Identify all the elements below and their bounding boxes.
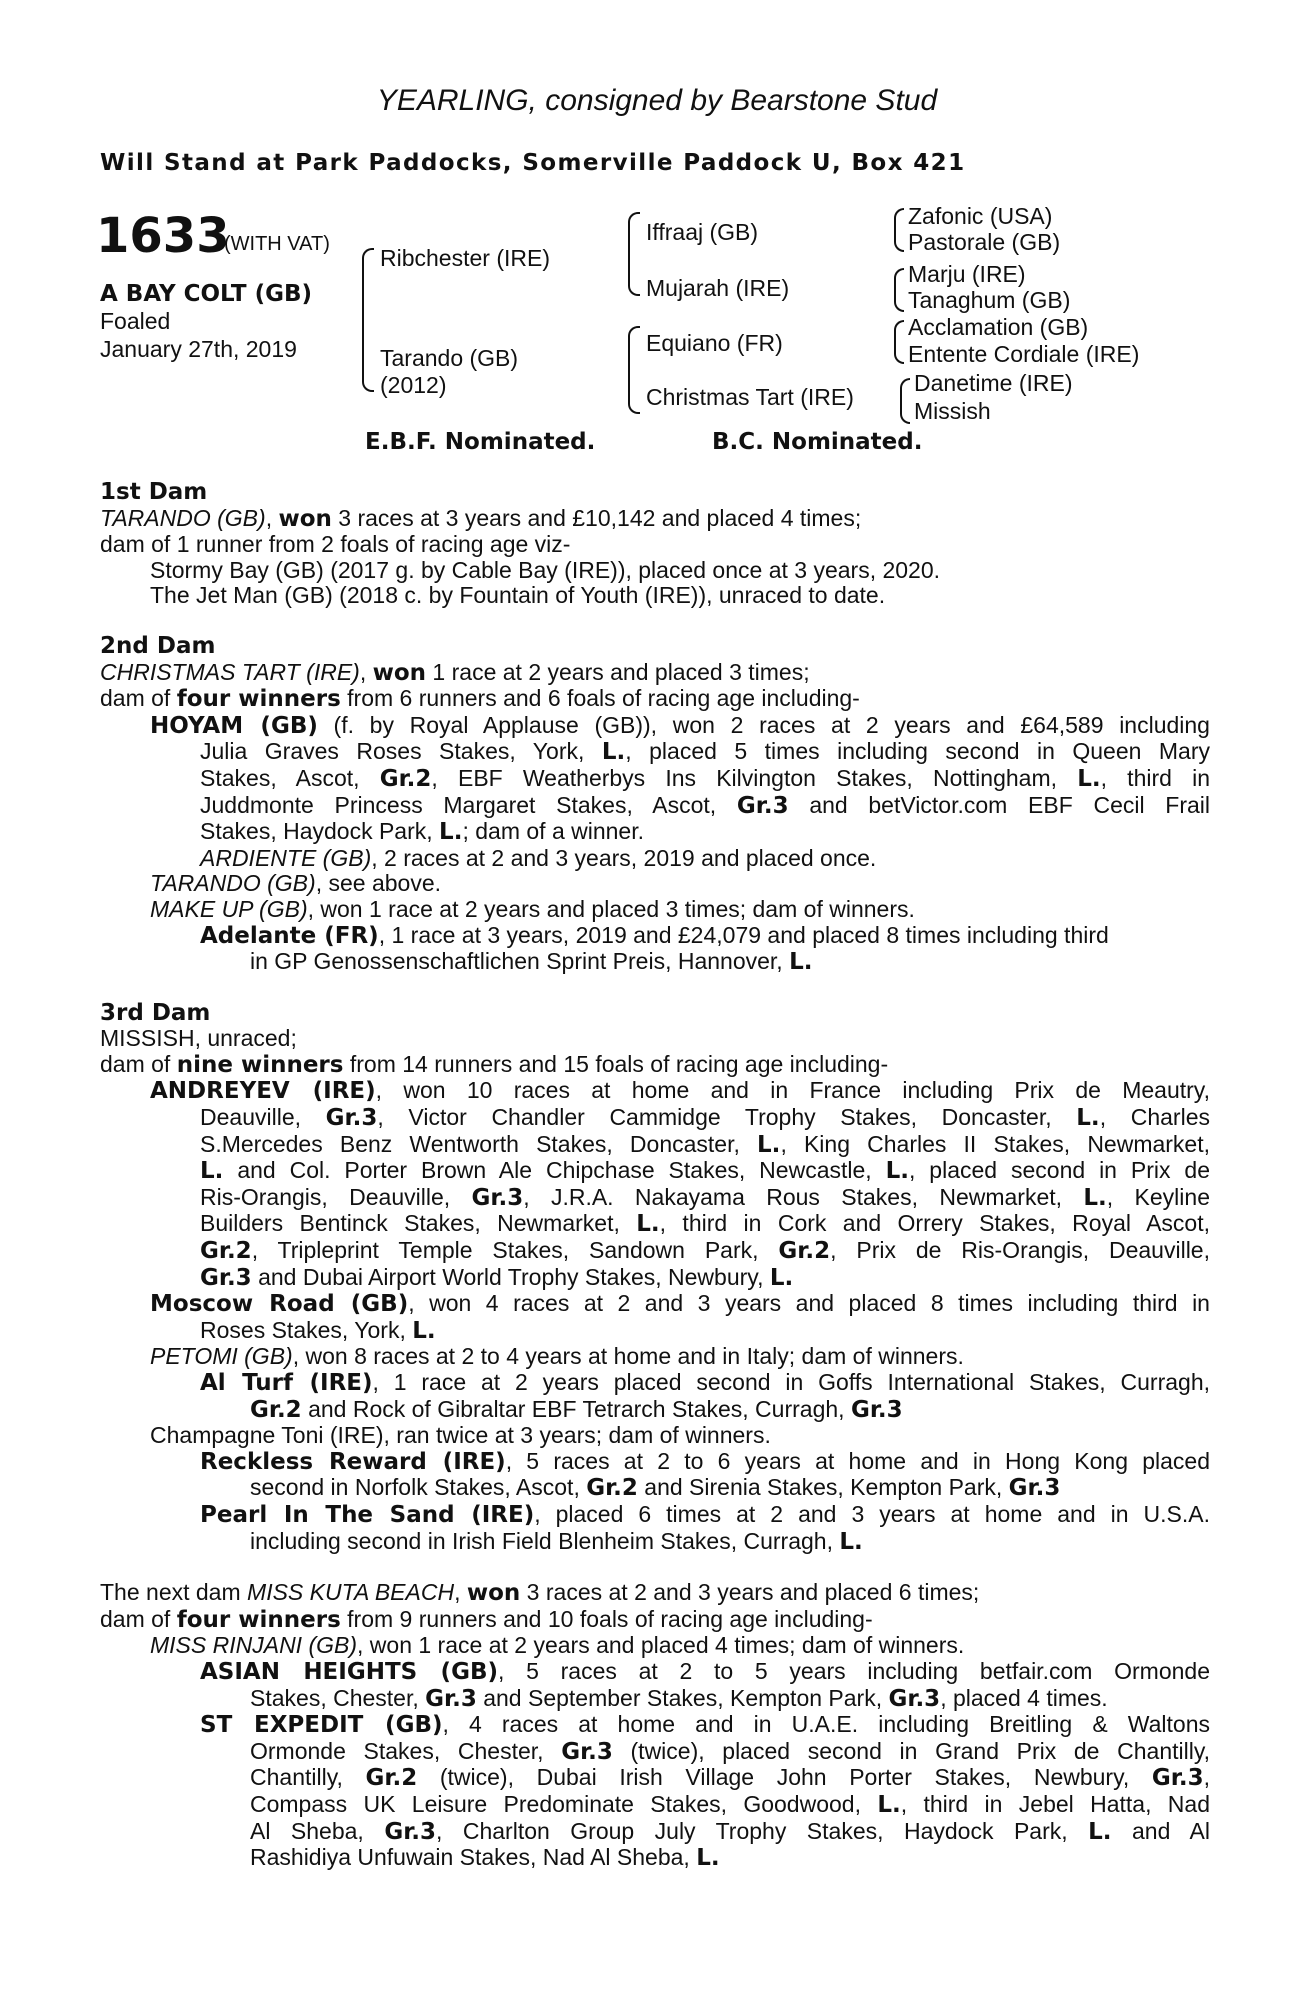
- horse-name: HOYAM (GB): [150, 712, 318, 739]
- consignor-line: YEARLING, consigned by Bearstone Stud: [376, 84, 938, 117]
- vat-label: (WITH VAT): [224, 233, 330, 255]
- record-text: (twice), Dubai Irish Village John Porter Stakes, Newbury,: [417, 1764, 1130, 1791]
- grade-listed: L.: [696, 1845, 720, 1872]
- produce-st-expedit-cont: [100, 1765, 1210, 1792]
- produce-hoyam-cont: [100, 739, 1210, 766]
- record-text: , Charlton Group July Trophy Stakes, Haydock Park,: [436, 1817, 1068, 1844]
- grade-listed: L.: [601, 739, 626, 766]
- grade-listed: L.: [885, 1158, 909, 1185]
- second-dam-section: [100, 634, 1210, 976]
- stand-location: Will Stand at Park Paddocks, Somerville Paddock U, Box 421: [100, 150, 966, 176]
- produce-reckless-reward: [100, 1449, 1210, 1476]
- first-dam-summary: dam of 1 runner from 2 foals of racing age viz-: [100, 531, 571, 558]
- next-dam-summary: [100, 1607, 1210, 1634]
- grade-listed: L.: [839, 1528, 863, 1555]
- pedigree-dam-year: (2012): [380, 372, 447, 398]
- record-text: , 5 races at 2 to 6 years at home and in Hong Kong placed: [505, 1447, 1210, 1474]
- record-text: second in Norfolk Stakes, Ascot,: [250, 1474, 580, 1501]
- grade-3: Gr.3: [561, 1738, 613, 1765]
- record-text: , Prix de Ris-Orangis, Deauville,: [830, 1237, 1210, 1264]
- record-text: and Sirenia Stakes, Kempton Park,: [637, 1474, 1003, 1501]
- offspring-line: Stormy Bay (GB) (2017 g. by Cable Bay (IRE)), placed once at 3 years, 2020.: [150, 556, 941, 583]
- third-dam-line: MISSISH, unraced;: [100, 1025, 297, 1052]
- grade-listed: L.: [1076, 1105, 1100, 1132]
- record-text: , third in Cork and Orrery Stakes, Royal Ascot,: [659, 1210, 1210, 1237]
- horse-name: TARANDO (GB): [150, 870, 316, 897]
- record-text: ; dam of a winner.: [462, 818, 644, 845]
- second-dam-summary: [100, 686, 1210, 713]
- next-dam-section: [100, 1580, 1210, 1872]
- horse-name: MAKE UP (GB): [150, 895, 308, 922]
- summary-suffix: from 14 runners and 15 foals of racing age including-: [343, 1050, 889, 1077]
- next-dam-name: MISS KUTA BEACH: [247, 1579, 455, 1606]
- produce-andreyev-cont: [100, 1265, 1210, 1292]
- grade-2: Gr.2: [778, 1238, 831, 1265]
- foaled-date: January 27th, 2019: [100, 336, 297, 362]
- produce-make-up: [100, 897, 1210, 923]
- grade-2: Gr.2: [379, 765, 432, 792]
- record-text: , placed 5 times including second in Queen Mary: [625, 738, 1210, 765]
- grade-3: Gr.3: [200, 1264, 252, 1291]
- record-text: and betVictor.com EBF Cecil Frail: [788, 791, 1211, 818]
- ggp-5: Acclamation (GB): [908, 314, 1089, 340]
- record-text: Al Sheba,: [250, 1817, 364, 1844]
- horse-name: Adelante (FR): [200, 922, 379, 949]
- horse-name: PETOMI (GB): [150, 1343, 293, 1370]
- produce-andreyev-cont: [100, 1132, 1210, 1159]
- produce-andreyev-cont: [100, 1185, 1210, 1212]
- produce-pearl-in-the-sand-cont: [100, 1529, 1210, 1556]
- ggp-4: Tanaghum (GB): [908, 287, 1071, 313]
- ggp-8: Missish: [914, 398, 991, 424]
- record-text: , 4 races at home and in U.A.E. including Breitling & Waltons: [442, 1711, 1210, 1738]
- record-text: Ormonde Stakes, Chester,: [250, 1737, 544, 1764]
- record-text: Juddmonte Princess Margaret Stakes, Ascot,: [200, 791, 717, 818]
- produce-st-expedit-cont: [100, 1739, 1210, 1766]
- record-text: , won 8 races at 2 to 4 years at home and in Italy; dam of winners.: [292, 1343, 964, 1370]
- third-dam-title: 3rd Dam: [100, 999, 211, 1026]
- produce-andreyev-cont: [100, 1158, 1210, 1185]
- bc-nomination: B.C. Nominated.: [712, 429, 923, 455]
- next-dam-record: The next dam MISS KUTA BEACH, won 3 races at 2 and 3 years and placed 6 times;: [100, 1579, 980, 1607]
- produce-andreyev-cont: [100, 1211, 1210, 1238]
- record-text: Rashidiya Unfuwain Stakes, Nad Al Sheba,: [250, 1844, 690, 1871]
- winners-count: four winners: [176, 686, 341, 713]
- summary-prefix: dam of: [100, 685, 177, 712]
- record-text: Stakes, Ascot,: [200, 764, 360, 791]
- produce-st-expedit-cont: [100, 1819, 1210, 1846]
- horse-name: ARDIENTE (GB): [200, 844, 372, 871]
- record-text: , EBF Weatherbys Ins Kilvington Stakes, Nottingham,: [431, 764, 1058, 791]
- produce-hoyam-cont: [100, 819, 1210, 846]
- produce-pearl-in-the-sand: [100, 1502, 1210, 1529]
- ggp-brace-2: [894, 268, 904, 312]
- grade-3: Gr.3: [1151, 1765, 1204, 1792]
- grade-listed: L.: [769, 1264, 794, 1291]
- grade-listed: L.: [439, 819, 463, 846]
- third-dam-summary: [100, 1052, 1210, 1079]
- produce-reckless-reward-cont: [100, 1475, 1210, 1502]
- record-text: Ris-Orangis, Deauville,: [200, 1183, 451, 1210]
- record-text: and Rock of Gibraltar EBF Tetrarch Stakes, Curragh,: [301, 1395, 845, 1422]
- lot-number: 1633: [96, 208, 230, 264]
- grade-listed: L.: [412, 1317, 436, 1344]
- record-text: Stakes, Chester,: [250, 1684, 419, 1711]
- record-text: , Charles: [1099, 1104, 1210, 1131]
- grade-3: Gr.3: [888, 1685, 941, 1712]
- record-text: S.Mercedes Benz Wentworth Stakes, Doncaster,: [200, 1130, 740, 1157]
- record-text: , King Charles II Stakes, Newmarket,: [780, 1130, 1211, 1157]
- first-dam-title: 1st Dam: [100, 479, 208, 505]
- second-dam-race-record: 1 race at 2 years and placed 3 times;: [426, 658, 810, 685]
- grade-2: Gr.2: [250, 1396, 302, 1423]
- winners-count: four winners: [176, 1606, 341, 1633]
- record-text: , 2 races at 2 and 3 years, 2019 and placed once.: [371, 844, 877, 871]
- pedigree-dam-sire: Equiano (FR): [646, 330, 783, 356]
- produce-st-expedit-cont: [100, 1845, 1210, 1872]
- record-text: , 1 race at 2 years placed second in Goffs International Stakes, Curragh,: [372, 1369, 1210, 1395]
- record-text: , see above.: [315, 870, 441, 897]
- record-text: , J.R.A. Nakayama Rous Stakes, Newmarket,: [523, 1183, 1063, 1210]
- record-text: in GP Genossenschaftlichen Sprint Preis, Hannover,: [250, 948, 783, 975]
- ggp-6: Entente Cordiale (IRE): [908, 341, 1140, 367]
- ggp-2: Pastorale (GB): [908, 229, 1061, 255]
- produce-miss-rinjani: [100, 1633, 1210, 1659]
- horse-name: Reckless Reward (IRE): [200, 1448, 506, 1475]
- grade-2: Gr.2: [365, 1765, 418, 1792]
- produce-al-turf: [100, 1370, 1210, 1397]
- won-label: won: [278, 505, 332, 532]
- produce-adelante: [100, 923, 1210, 950]
- offspring-line: The Jet Man (GB) (2018 c. by Fountain of Youth (IRE)), unraced to date.: [150, 582, 886, 609]
- produce-hoyam-cont: [100, 793, 1210, 820]
- produce-asian-heights: [100, 1659, 1210, 1686]
- produce-ardiente: [100, 846, 1210, 872]
- record-text: (twice), placed second in Grand Prix de Chantilly,: [612, 1737, 1211, 1764]
- record-text: , placed 4 times.: [940, 1684, 1108, 1711]
- grade-3: Gr.3: [471, 1184, 524, 1211]
- record-text: and September Stakes, Kempton Park,: [476, 1684, 883, 1711]
- record-text: , placed 6 times at 2 and 3 years at home and in U.S.A.: [534, 1500, 1210, 1527]
- first-dam-name: TARANDO (GB): [100, 504, 266, 531]
- produce-andreyev-cont: [100, 1238, 1210, 1265]
- first-dam-race-record: 3 races at 3 years and £10,142 and placed 4 times;: [331, 504, 862, 531]
- horse-name: ANDREYEV (IRE): [150, 1078, 376, 1105]
- pedigree-dam-dam: Christmas Tart (IRE): [646, 384, 854, 410]
- grade-listed: L.: [1083, 1184, 1107, 1211]
- horse-name: ASIAN HEIGHTS (GB): [200, 1658, 498, 1685]
- grade-3: Gr.3: [384, 1818, 436, 1845]
- ggp-brace-1: [894, 208, 904, 252]
- record-text: , third in: [1100, 764, 1210, 791]
- horse-name: Pearl In The Sand (IRE): [200, 1501, 535, 1528]
- record-text: , won 1 race at 2 years and placed 4 times; dam of winners.: [357, 1632, 965, 1659]
- record-text: , Tripleprint Temple Stakes, Sandown Park,: [251, 1237, 759, 1264]
- horse-name: ST EXPEDIT (GB): [200, 1712, 443, 1739]
- horse-name: Al Turf (IRE): [200, 1370, 373, 1396]
- record-text: , third in Jebel Hatta, Nad: [900, 1790, 1211, 1817]
- catalogue-body: [100, 480, 1210, 1897]
- record-text: , 5 races at 2 to 5 years including betfair.com Ormonde: [498, 1657, 1211, 1684]
- produce-andreyev-cont: [100, 1105, 1210, 1132]
- winners-count: nine winners: [176, 1051, 344, 1078]
- won-label: won: [372, 659, 427, 686]
- record-text: Compass UK Leisure Predominate Stakes, Goodwood,: [250, 1790, 861, 1817]
- second-dam-name: CHRISTMAS TART (IRE): [100, 658, 360, 685]
- pedigree-sire-sire: Iffraaj (GB): [646, 219, 759, 245]
- produce-champagne-toni: Champagne Toni (IRE), ran twice at 3 years; dam of winners.: [150, 1422, 771, 1449]
- produce-moscow-road-cont: [100, 1318, 1210, 1345]
- produce-st-expedit-cont: [100, 1792, 1210, 1819]
- produce-tarando: [100, 871, 1210, 897]
- grade-listed: L.: [1088, 1818, 1112, 1845]
- produce-hoyam: [100, 713, 1210, 740]
- ggp-brace-4: [900, 378, 910, 424]
- record-text: Chantilly,: [250, 1764, 343, 1791]
- produce-asian-heights-cont: [100, 1686, 1210, 1713]
- record-text: , placed second in Prix de: [909, 1157, 1210, 1184]
- summary-suffix: from 6 runners and 6 foals of racing age including-: [340, 685, 860, 712]
- lot-title: A BAY COLT (GB): [100, 281, 313, 307]
- record-text: Roses Stakes, York,: [200, 1316, 406, 1343]
- horse-name: MISS RINJANI (GB): [150, 1632, 358, 1659]
- foaled-label: Foaled: [100, 308, 171, 334]
- grade-3: Gr.3: [325, 1105, 378, 1132]
- record-text: , Keyline: [1106, 1183, 1210, 1210]
- grade-listed: L.: [200, 1158, 224, 1185]
- grade-listed: L.: [1077, 765, 1101, 792]
- third-dam-section: [100, 1001, 1210, 1555]
- ebf-nomination: E.B.F. Nominated.: [365, 429, 596, 455]
- horse-name: Moscow Road (GB): [150, 1291, 409, 1318]
- grade-listed: L.: [877, 1791, 901, 1818]
- record-text: and Col. Porter Brown Ale Chipchase Stakes, Newcastle,: [223, 1157, 872, 1184]
- produce-andreyev: [100, 1078, 1210, 1105]
- pedigree-dam: Tarando (GB): [380, 345, 519, 371]
- second-dam-title: 2nd Dam: [100, 632, 216, 659]
- first-dam-section: [100, 480, 1210, 609]
- intro-text: The next dam: [100, 1579, 248, 1606]
- grade-3: Gr.3: [1008, 1475, 1061, 1502]
- record-text: and Al: [1111, 1817, 1211, 1844]
- next-dam-race-record: 3 races at 2 and 3 years and placed 6 times;: [520, 1579, 980, 1606]
- pedigree-sire-dam: Mujarah (IRE): [646, 275, 790, 301]
- produce-adelante-cont: [100, 949, 1210, 976]
- pedigree-brace-sire: [628, 212, 640, 296]
- ggp-7: Danetime (IRE): [914, 370, 1073, 396]
- grade-listed: L.: [789, 949, 813, 976]
- first-dam-record: TARANDO (GB), won 3 races at 3 years and £10,142 and placed 4 times;: [100, 504, 862, 532]
- record-text: Stakes, Haydock Park,: [200, 818, 433, 845]
- summary-prefix: dam of: [100, 1605, 177, 1632]
- record-text: , won 10 races at home and in France including Prix de Meautry,: [375, 1077, 1210, 1104]
- record-text: Deauville,: [200, 1104, 301, 1131]
- grade-3: Gr.3: [736, 792, 789, 819]
- grade-2: Gr.2: [586, 1475, 638, 1502]
- pedigree-brace-parents: [362, 248, 374, 392]
- record-text: ,: [1203, 1764, 1210, 1791]
- produce-petomi: [100, 1344, 1210, 1370]
- record-text: Builders Bentinck Stakes, Newmarket,: [200, 1210, 620, 1237]
- produce-al-turf-cont: [100, 1397, 1210, 1424]
- grade-listed: L.: [636, 1211, 660, 1238]
- summary-suffix: from 9 runners and 10 foals of racing age including-: [340, 1605, 873, 1632]
- produce-moscow-road: [100, 1291, 1210, 1318]
- won-label: won: [466, 1580, 521, 1607]
- grade-listed: L.: [757, 1131, 781, 1158]
- produce-hoyam-cont: [100, 766, 1210, 793]
- record-text: , Victor Chandler Cammidge Trophy Stakes, Doncaster,: [377, 1104, 1052, 1131]
- pedigree-sire: Ribchester (IRE): [380, 245, 550, 271]
- record-text: and Dubai Airport World Trophy Stakes, Newbury,: [251, 1263, 764, 1290]
- grade-2: Gr.2: [200, 1238, 252, 1265]
- pedigree-brace-dam: [628, 326, 640, 414]
- produce-st-expedit: [100, 1712, 1210, 1739]
- record-text: , won 4 races at 2 and 3 years and placed 8 times including third in: [408, 1290, 1210, 1317]
- summary-prefix: dam of: [100, 1050, 177, 1077]
- second-dam-record: CHRISTMAS TART (IRE), won 1 race at 2 years and placed 3 times;: [100, 658, 810, 686]
- record-text: including second in Irish Field Blenheim Stakes, Curragh,: [250, 1527, 833, 1554]
- grade-3: Gr.3: [850, 1396, 903, 1423]
- record-text: , won 1 race at 2 years and placed 3 times; dam of winners.: [307, 895, 915, 922]
- record-text: Julia Graves Roses Stakes, York,: [200, 738, 585, 765]
- record-text: , 1 race at 3 years, 2019 and £24,079 and placed 8 times including third: [378, 921, 1109, 948]
- record-text: (f. by Royal Applause (GB)), won 2 races at 2 years and £64,589 including: [317, 711, 1210, 738]
- ggp-brace-3: [894, 320, 904, 364]
- ggp-3: Marju (IRE): [908, 261, 1026, 287]
- grade-3: Gr.3: [425, 1685, 477, 1712]
- ggp-1: Zafonic (USA): [908, 203, 1053, 229]
